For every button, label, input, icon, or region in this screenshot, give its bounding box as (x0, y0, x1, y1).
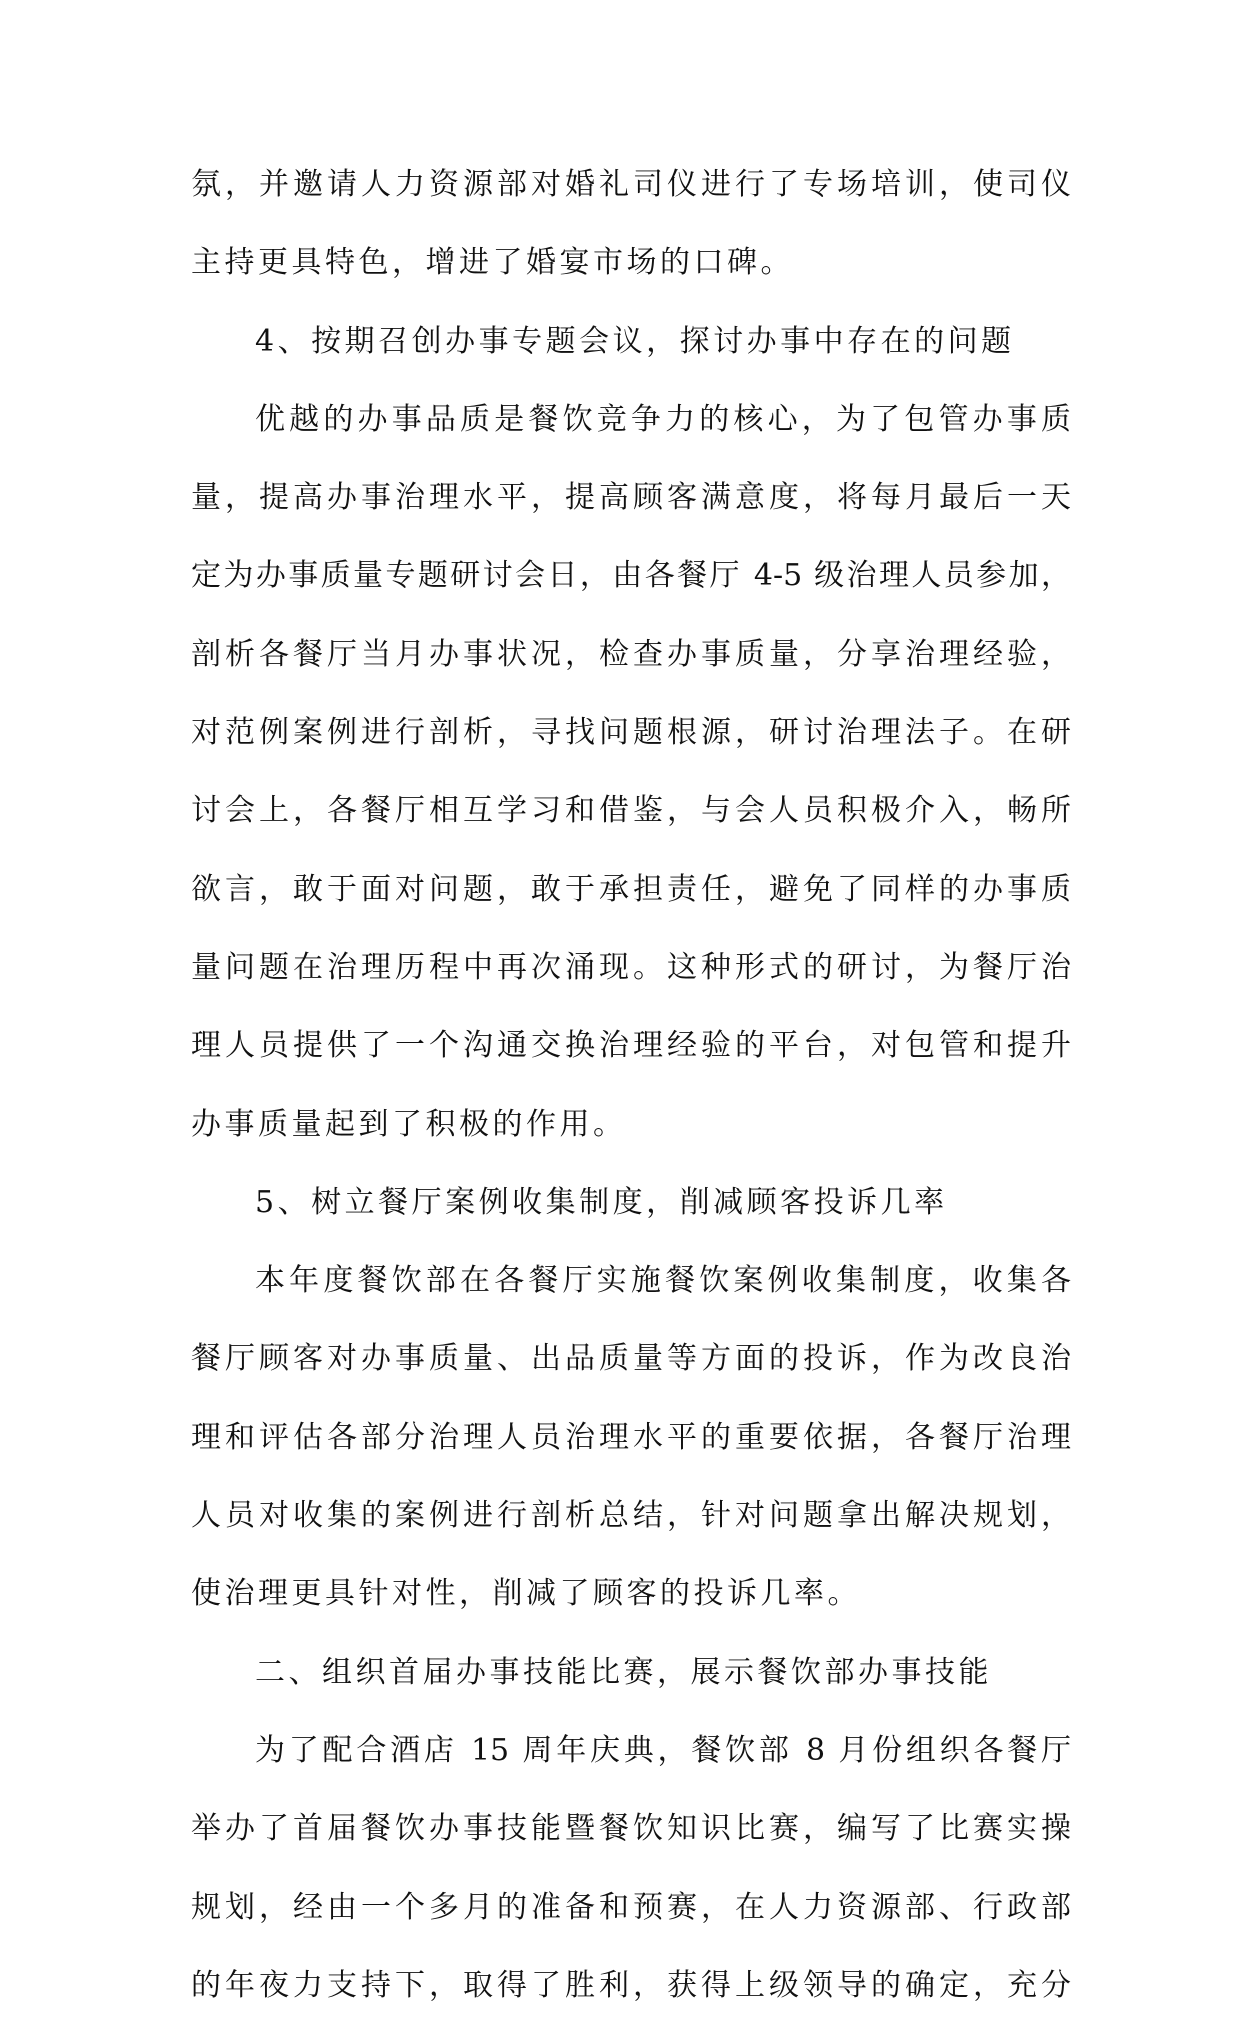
paragraph-line: 本年度餐饮部在各餐厅实施餐饮案例收集制度，收集各 (255, 1263, 1071, 1299)
section-heading: 二、组织首届办事技能比赛，展示餐饮部办事技能 (255, 1654, 992, 1690)
paragraph-line: 讨会上，各餐厅相互学习和借鉴，与会人员积极介入，畅所 (191, 793, 1071, 829)
paragraph-line: 餐厅顾客对办事质量、出品质量等方面的投诉，作为改良治 (191, 1341, 1071, 1377)
paragraph-line: 主持更具特色，增进了婚宴市场的口碑。 (191, 245, 794, 281)
paragraph-line: 举办了首届餐饮办事技能暨餐饮知识比赛，编写了比赛实操 (191, 1811, 1071, 1847)
paragraph-line: 剖析各餐厅当月办事状况，检查办事质量，分享治理经验， (191, 636, 1071, 672)
paragraph-line: 使治理更具针对性，削减了顾客的投诉几率。 (191, 1576, 861, 1612)
paragraph-line: 氛，并邀请人力资源部对婚礼司仪进行了专场培训，使司仪 (191, 167, 1071, 202)
paragraph-line: 定为办事质量专题研讨会日，由各餐厅 4-5 级治理人员参加， (191, 558, 1071, 594)
section-heading: 4、按期召创办事专题会议，探讨办事中存在的问题 (255, 323, 1015, 359)
paragraph-line: 对范例案例进行剖析，寻找问题根源，研讨治理法子。在研 (191, 715, 1071, 751)
paragraph-line: 理和评估各部分治理人员治理水平的重要依据，各餐厅治理 (191, 1419, 1071, 1455)
paragraph-line: 量问题在治理历程中再次涌现。这种形式的研讨，为餐厅治 (191, 949, 1071, 985)
document-body (191, 146, 1071, 2025)
paragraph-line: 的年夜力支持下，取得了胜利，获得上级领导的确定，充分 (191, 1967, 1071, 2003)
paragraph-line: 为了配合酒店 15 周年庆典，餐饮部 8 月份组织各餐厅 (255, 1732, 1071, 1768)
paragraph-line: 办事质量起到了积极的作用。 (191, 1106, 627, 1142)
section-heading: 5、树立餐厅案例收集制度，削减顾客投诉几率 (255, 1184, 948, 1220)
paragraph-line: 人员对收集的案例进行剖析总结，针对问题拿出解决规划， (191, 1498, 1071, 1534)
paragraph-line: 欲言，敢于面对问题，敢于承担责任，避免了同样的办事质 (191, 871, 1071, 907)
paragraph-line: 理人员提供了一个沟通交换治理经验的平台，对包管和提升 (191, 1028, 1071, 1064)
paragraph-line: 规划，经由一个多月的准备和预赛，在人力资源部、行政部 (191, 1889, 1071, 1925)
paragraph-line: 量，提高办事治理水平，提高顾客满意度，将每月最后一天 (191, 480, 1071, 516)
paragraph-line: 优越的办事品质是餐饮竞争力的核心，为了包管办事质 (255, 401, 1071, 437)
